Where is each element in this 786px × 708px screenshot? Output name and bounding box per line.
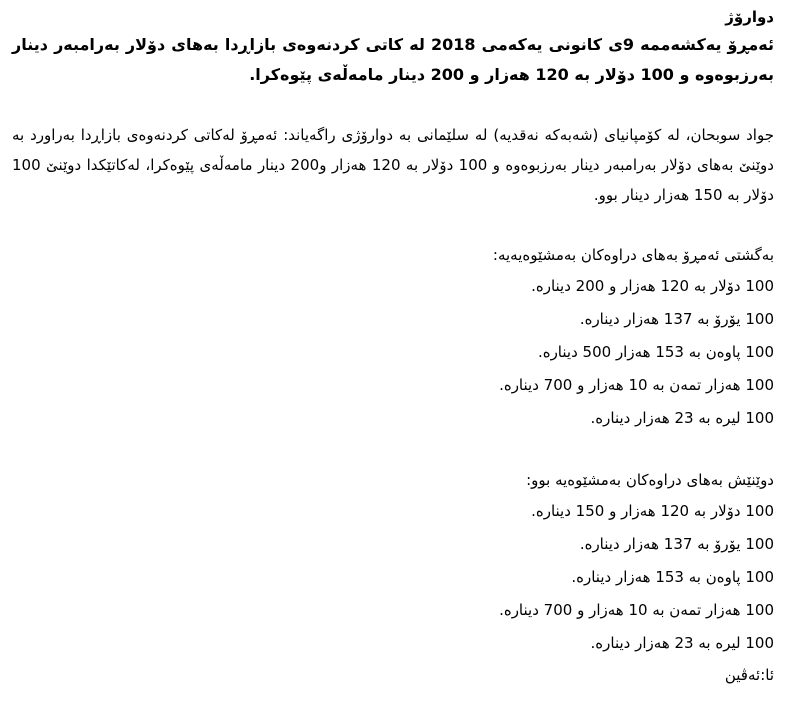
rate-line-usd: 100 دۆلار بە 120 هەزار و 200 دینارە. [531, 277, 774, 295]
today-rates-list [12, 270, 774, 435]
rate-line-lira: 100 لیرە بە 23 هەزار دینارە. [590, 409, 774, 427]
rate-line-pound: 100 پاوەن بە 153 هەزار دینارە. [571, 568, 774, 586]
rate-line-euro: 100 یۆرۆ بە 137 هەزار دینارە. [579, 535, 774, 553]
rate-line-toman: 100 هەزار تمەن بە 10 هەزار و 700 دینارە. [499, 376, 774, 394]
rate-line-usd: 100 دۆلار بە 120 هەزار و 150 دینارە. [531, 502, 774, 520]
article-headline: ئەمڕۆ یەکشەممە 9ی کانونی یەکەمی 2018 لە کاتی کردنەوەی بازاڕدا بەهای دۆلار بەرامبەر دینار بەرزبوەوە و 100 دۆلار بە 120 هەزار و 200 دینار مامەڵەی پێوەکرا. [12, 35, 775, 84]
rate-line-lira: 100 لیرە بە 23 هەزار دینارە. [590, 634, 774, 652]
yesterday-rates-list [12, 495, 774, 660]
yesterday-rates-section [12, 465, 774, 660]
category-label: دوارۆژ [725, 8, 774, 26]
rate-line-pound: 100 پاوەن بە 153 هەزار 500 دینارە. [537, 343, 774, 361]
today-rates-intro: بەگشتی ئەمڕۆ بەهای دراوەکان بەمشێوەیەیە: [492, 246, 774, 264]
rate-line-toman: 100 هەزار تمەن بە 10 هەزار و 700 دینارە. [499, 601, 774, 619]
yesterday-rates-intro: دوێنێش بەهای دراوەکان بەمشێوەیە بوو: [526, 471, 774, 489]
source-credit: ئا:ئەڤین [724, 666, 774, 684]
today-rates-section [12, 240, 774, 435]
rate-line-euro: 100 یۆرۆ بە 137 هەزار دینارە. [579, 310, 774, 328]
article-body: جواد سوبحان، لە کۆمپانیای (شەبەکە نەقدیە) لە سلێمانی بە دوارۆژی راگەیاند: ئەمڕۆ لەکاتی کردنەوەی بازاڕدا بەراورد بە دوێنێ بەهای دۆلار بەرامبەر دینار بەرزبوەوە و 100 دۆلار بە 120 هەزار و200 دینار مامەڵەی پێوەکرا، لەکاتێکدا دوێنێ 100 دۆلار بە 150 هەزار دینار بوو. [12, 126, 774, 204]
